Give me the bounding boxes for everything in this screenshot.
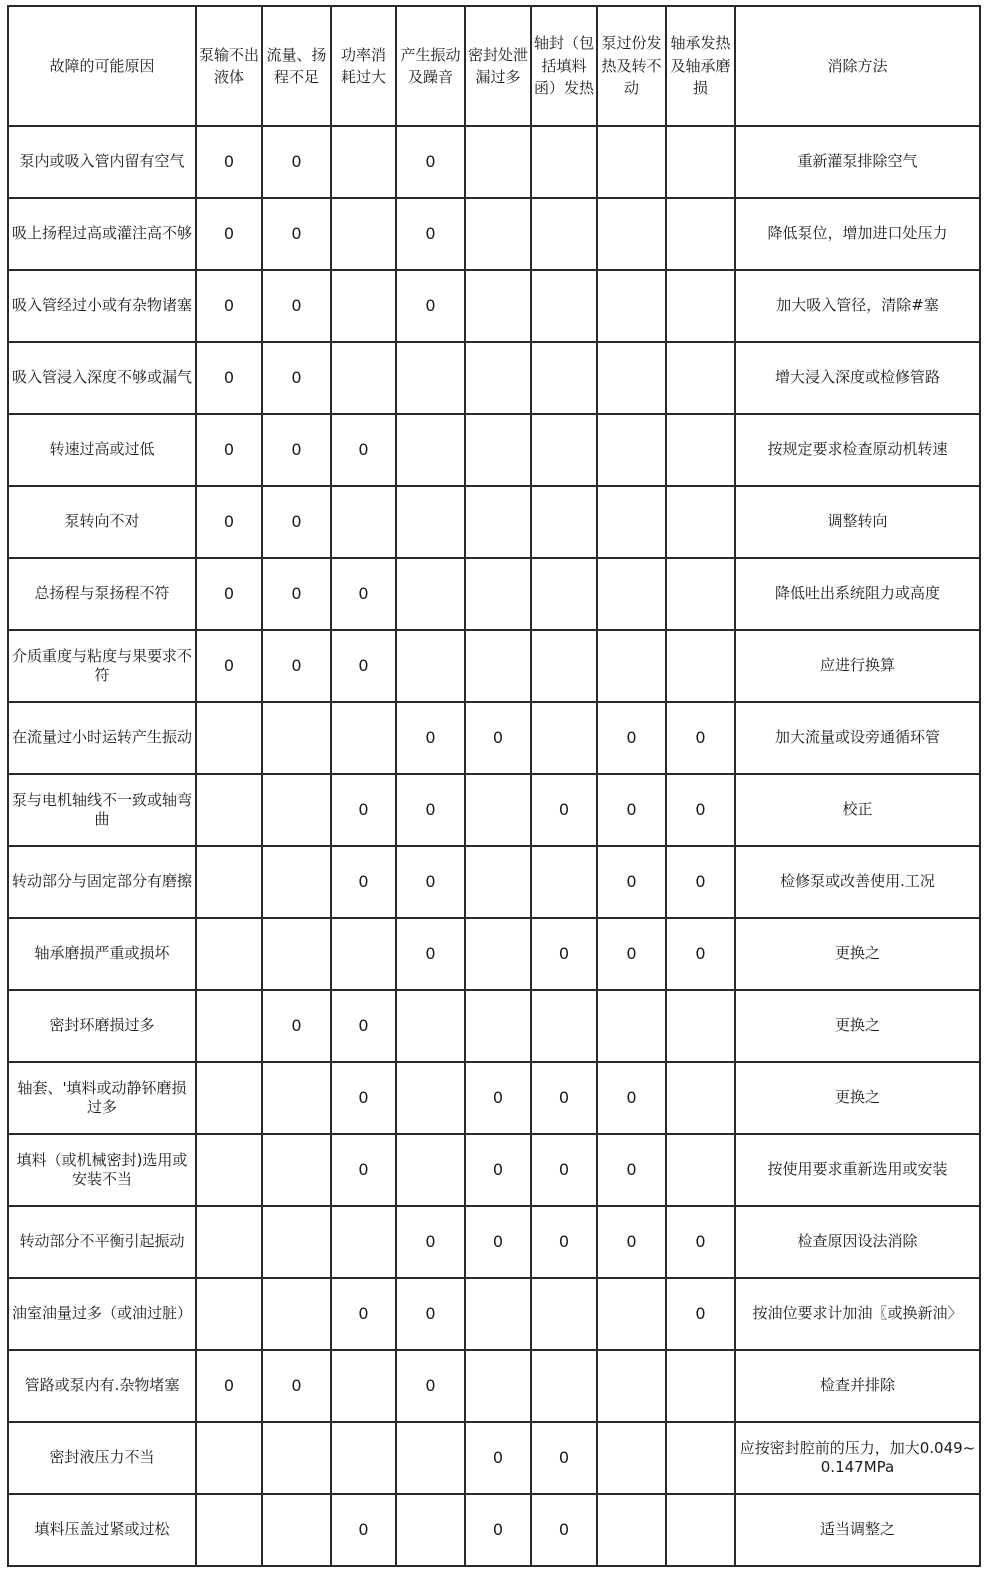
header-seal-leak: 密封处泄漏过多: [465, 6, 531, 126]
symptom-mark-cell: [465, 990, 531, 1062]
symptom-mark-cell: 0: [262, 990, 331, 1062]
symptom-mark-cell: [396, 630, 465, 702]
symptom-mark-cell: [465, 774, 531, 846]
remedy-cell: 按使用要求重新选用或安装: [735, 1134, 980, 1206]
symptom-mark-cell: [465, 126, 531, 198]
symptom-mark-cell: 0: [196, 126, 262, 198]
symptom-mark-cell: 0: [531, 1206, 597, 1278]
symptom-mark-cell: [666, 198, 735, 270]
table-row: [8, 558, 980, 630]
remedy-cell: 应按密封腔前的压力，加大0.049~0.147MPa: [735, 1422, 980, 1494]
symptom-mark-cell: 0: [531, 1494, 597, 1566]
symptom-mark-cell: 0: [465, 702, 531, 774]
symptom-mark-cell: [331, 126, 396, 198]
symptom-mark-cell: 0: [666, 1206, 735, 1278]
table-row: [8, 1062, 980, 1134]
table-row: [8, 846, 980, 918]
symptom-mark-cell: 0: [196, 630, 262, 702]
symptom-mark-cell: [262, 1206, 331, 1278]
header-pump-overheat: 泵过份发热及转不动: [597, 6, 666, 126]
remedy-cell: 应进行换算: [735, 630, 980, 702]
remedy-cell: 调整转向: [735, 486, 980, 558]
symptom-mark-cell: [196, 846, 262, 918]
symptom-mark-cell: [597, 1350, 666, 1422]
symptom-mark-cell: 0: [465, 1062, 531, 1134]
table-row: [8, 630, 980, 702]
symptom-mark-cell: [396, 1134, 465, 1206]
remedy-cell: 按油位要求计加油〖或换新油〉: [735, 1278, 980, 1350]
remedy-cell: 增大浸入深度或检修管路: [735, 342, 980, 414]
remedy-cell: 加大吸入管径，清除#塞: [735, 270, 980, 342]
symptom-mark-cell: [666, 990, 735, 1062]
symptom-mark-cell: [597, 342, 666, 414]
symptom-mark-cell: [262, 846, 331, 918]
symptom-mark-cell: [531, 558, 597, 630]
symptom-mark-cell: [597, 1494, 666, 1566]
header-bearing-heat: 轴承发热及轴承磨损: [666, 6, 735, 126]
table-row: [8, 342, 980, 414]
symptom-mark-cell: 0: [597, 1134, 666, 1206]
symptom-mark-cell: [396, 990, 465, 1062]
symptom-mark-cell: 0: [196, 558, 262, 630]
symptom-mark-cell: [331, 1206, 396, 1278]
table-row: [8, 918, 980, 990]
symptom-mark-cell: 0: [531, 774, 597, 846]
symptom-mark-cell: 0: [396, 1350, 465, 1422]
remedy-cell: 更换之: [735, 1062, 980, 1134]
symptom-mark-cell: 0: [396, 198, 465, 270]
symptom-mark-cell: [597, 1278, 666, 1350]
remedy-cell: 更换之: [735, 990, 980, 1062]
symptom-mark-cell: [331, 918, 396, 990]
symptom-mark-cell: [196, 1062, 262, 1134]
symptom-mark-cell: [597, 414, 666, 486]
cause-cell: 管路或泵内有.杂物堵塞: [8, 1350, 196, 1422]
symptom-mark-cell: 0: [531, 1062, 597, 1134]
symptom-mark-cell: [331, 342, 396, 414]
symptom-mark-cell: [262, 1062, 331, 1134]
symptom-mark-cell: 0: [331, 414, 396, 486]
cause-cell: 介质重度与粘度与果要求不符: [8, 630, 196, 702]
symptom-mark-cell: 0: [262, 486, 331, 558]
symptom-mark-cell: 0: [531, 1422, 597, 1494]
symptom-mark-cell: [331, 270, 396, 342]
symptom-mark-cell: 0: [196, 342, 262, 414]
symptom-mark-cell: [597, 558, 666, 630]
remedy-cell: 按规定要求检查原动机转速: [735, 414, 980, 486]
remedy-cell: 检修泵或改善使用.工况: [735, 846, 980, 918]
pump-fault-table: [7, 5, 981, 1567]
symptom-mark-cell: 0: [597, 1206, 666, 1278]
symptom-mark-cell: 0: [666, 1278, 735, 1350]
symptom-mark-cell: 0: [262, 414, 331, 486]
symptom-mark-cell: [465, 414, 531, 486]
symptom-mark-cell: [196, 1494, 262, 1566]
symptom-mark-cell: 0: [597, 702, 666, 774]
remedy-cell: 加大流量或设旁通循环管: [735, 702, 980, 774]
symptom-mark-cell: 0: [262, 126, 331, 198]
remedy-cell: 检查并排除: [735, 1350, 980, 1422]
symptom-mark-cell: [396, 342, 465, 414]
header-no-liquid: 泵输不出液体: [196, 6, 262, 126]
symptom-mark-cell: [262, 702, 331, 774]
symptom-mark-cell: 0: [597, 846, 666, 918]
symptom-mark-cell: [666, 1422, 735, 1494]
symptom-mark-cell: 0: [531, 918, 597, 990]
table-body: [8, 126, 980, 1566]
cause-cell: 总扬程与泵扬程不符: [8, 558, 196, 630]
symptom-mark-cell: 0: [262, 198, 331, 270]
symptom-mark-cell: [666, 1494, 735, 1566]
symptom-mark-cell: 0: [262, 630, 331, 702]
remedy-cell: 重新灌泵排除空气: [735, 126, 980, 198]
symptom-mark-cell: 0: [331, 1134, 396, 1206]
header-row: [8, 6, 980, 126]
cause-cell: 轴承磨损严重或损坏: [8, 918, 196, 990]
symptom-mark-cell: [262, 774, 331, 846]
remedy-cell: 更换之: [735, 918, 980, 990]
symptom-mark-cell: [396, 558, 465, 630]
symptom-mark-cell: [531, 702, 597, 774]
table-row: [8, 486, 980, 558]
symptom-mark-cell: [597, 630, 666, 702]
symptom-mark-cell: [196, 1206, 262, 1278]
symptom-mark-cell: [196, 1422, 262, 1494]
symptom-mark-cell: [666, 414, 735, 486]
remedy-cell: 适当调整之: [735, 1494, 980, 1566]
symptom-mark-cell: [465, 1278, 531, 1350]
symptom-mark-cell: [531, 846, 597, 918]
symptom-mark-cell: [465, 198, 531, 270]
symptom-mark-cell: [531, 342, 597, 414]
symptom-mark-cell: 0: [262, 342, 331, 414]
symptom-mark-cell: 0: [262, 270, 331, 342]
symptom-mark-cell: [465, 486, 531, 558]
symptom-mark-cell: [465, 558, 531, 630]
symptom-mark-cell: [666, 342, 735, 414]
symptom-mark-cell: 0: [262, 558, 331, 630]
symptom-mark-cell: 0: [196, 270, 262, 342]
symptom-mark-cell: [196, 918, 262, 990]
symptom-mark-cell: 0: [465, 1206, 531, 1278]
symptom-mark-cell: [396, 486, 465, 558]
symptom-mark-cell: 0: [196, 486, 262, 558]
symptom-mark-cell: [396, 1062, 465, 1134]
remedy-cell: 降低吐出系统阻力或高度: [735, 558, 980, 630]
symptom-mark-cell: [396, 414, 465, 486]
symptom-mark-cell: [331, 702, 396, 774]
cause-cell: 密封液压力不当: [8, 1422, 196, 1494]
cause-cell: 吸入管经过小或有杂物诸塞: [8, 270, 196, 342]
symptom-mark-cell: [262, 1278, 331, 1350]
cause-cell: 泵与电机轴线不一致或轴弯曲: [8, 774, 196, 846]
cause-cell: 在流量过小时运转产生振动: [8, 702, 196, 774]
symptom-mark-cell: 0: [666, 918, 735, 990]
symptom-mark-cell: 0: [396, 702, 465, 774]
symptom-mark-cell: [666, 1134, 735, 1206]
symptom-mark-cell: [196, 702, 262, 774]
symptom-mark-cell: [331, 486, 396, 558]
symptom-mark-cell: [597, 126, 666, 198]
symptom-mark-cell: 0: [465, 1494, 531, 1566]
header-high-power: 功率消耗过大: [331, 6, 396, 126]
symptom-mark-cell: 0: [396, 270, 465, 342]
symptom-mark-cell: 0: [666, 702, 735, 774]
table-row: [8, 1494, 980, 1566]
symptom-mark-cell: 0: [597, 774, 666, 846]
symptom-mark-cell: 0: [331, 558, 396, 630]
symptom-mark-cell: [531, 414, 597, 486]
cause-cell: 密封环磨损过多: [8, 990, 196, 1062]
symptom-mark-cell: [597, 486, 666, 558]
cause-cell: 油室油量过多（或油过脏）: [8, 1278, 196, 1350]
cause-cell: 轴套、'填料或动静钚磨损过多: [8, 1062, 196, 1134]
symptom-mark-cell: 0: [396, 126, 465, 198]
symptom-mark-cell: [396, 1422, 465, 1494]
table-row: [8, 1278, 980, 1350]
symptom-mark-cell: [196, 774, 262, 846]
cause-cell: 转动部分不平衡引起振动: [8, 1206, 196, 1278]
symptom-mark-cell: [196, 1278, 262, 1350]
symptom-mark-cell: 0: [331, 630, 396, 702]
cause-cell: 吸入管浸入深度不够或漏气: [8, 342, 196, 414]
symptom-mark-cell: 0: [666, 846, 735, 918]
table-row: [8, 1350, 980, 1422]
symptom-mark-cell: [531, 630, 597, 702]
symptom-mark-cell: [331, 1422, 396, 1494]
symptom-mark-cell: [465, 342, 531, 414]
symptom-mark-cell: [331, 1350, 396, 1422]
symptom-mark-cell: 0: [396, 1206, 465, 1278]
symptom-mark-cell: 0: [196, 1350, 262, 1422]
cause-cell: 泵转向不对: [8, 486, 196, 558]
symptom-mark-cell: [531, 270, 597, 342]
symptom-mark-cell: 0: [396, 774, 465, 846]
symptom-mark-cell: 0: [196, 414, 262, 486]
symptom-mark-cell: [666, 1062, 735, 1134]
symptom-mark-cell: [262, 1422, 331, 1494]
symptom-mark-cell: [465, 630, 531, 702]
remedy-cell: 降低泵位，增加进口处压力: [735, 198, 980, 270]
table-row: [8, 1422, 980, 1494]
symptom-mark-cell: 0: [465, 1422, 531, 1494]
cause-cell: 吸上扬程过高或灌注高不够: [8, 198, 196, 270]
symptom-mark-cell: 0: [597, 918, 666, 990]
table-row: [8, 1134, 980, 1206]
header-cause: 故障的可能原因: [8, 6, 196, 126]
symptom-mark-cell: 0: [196, 198, 262, 270]
symptom-mark-cell: 0: [666, 774, 735, 846]
table-row: [8, 702, 980, 774]
symptom-mark-cell: [531, 198, 597, 270]
symptom-mark-cell: 0: [331, 846, 396, 918]
table-row: [8, 774, 980, 846]
symptom-mark-cell: 0: [396, 1278, 465, 1350]
symptom-mark-cell: [666, 630, 735, 702]
symptom-mark-cell: [666, 126, 735, 198]
symptom-mark-cell: [666, 558, 735, 630]
symptom-mark-cell: [597, 270, 666, 342]
table-row: [8, 270, 980, 342]
symptom-mark-cell: [666, 1350, 735, 1422]
table-row: [8, 990, 980, 1062]
symptom-mark-cell: 0: [396, 846, 465, 918]
symptom-mark-cell: [262, 1134, 331, 1206]
table-row: [8, 126, 980, 198]
symptom-mark-cell: [396, 1494, 465, 1566]
symptom-mark-cell: 0: [331, 1278, 396, 1350]
remedy-cell: 校正: [735, 774, 980, 846]
remedy-cell: 检查原因设法消除: [735, 1206, 980, 1278]
symptom-mark-cell: [597, 198, 666, 270]
cause-cell: 泵内或吸入管内留有空气: [8, 126, 196, 198]
symptom-mark-cell: [531, 990, 597, 1062]
symptom-mark-cell: [262, 918, 331, 990]
symptom-mark-cell: [262, 1494, 331, 1566]
table-row: [8, 414, 980, 486]
symptom-mark-cell: [666, 270, 735, 342]
header-remedy: 消除方法: [735, 6, 980, 126]
symptom-mark-cell: [331, 198, 396, 270]
symptom-mark-cell: 0: [331, 990, 396, 1062]
cause-cell: 转速过高或过低: [8, 414, 196, 486]
table-row: [8, 198, 980, 270]
symptom-mark-cell: [196, 1134, 262, 1206]
symptom-mark-cell: [465, 846, 531, 918]
symptom-mark-cell: [531, 486, 597, 558]
symptom-mark-cell: 0: [597, 1062, 666, 1134]
symptom-mark-cell: 0: [262, 1350, 331, 1422]
symptom-mark-cell: 0: [331, 774, 396, 846]
symptom-mark-cell: [465, 1350, 531, 1422]
symptom-mark-cell: 0: [396, 918, 465, 990]
symptom-mark-cell: [196, 990, 262, 1062]
header-low-flow: 流量、扬程不足: [262, 6, 331, 126]
table-row: [8, 1206, 980, 1278]
table-wrapper: [7, 5, 981, 1567]
header-shaft-seal-heat: 轴封（包括填料函）发热: [531, 6, 597, 126]
symptom-mark-cell: 0: [331, 1062, 396, 1134]
symptom-mark-cell: [597, 1422, 666, 1494]
cause-cell: 填料压盖过紧或过松: [8, 1494, 196, 1566]
symptom-mark-cell: [465, 270, 531, 342]
header-vibration-noise: 产生振动及躁音: [396, 6, 465, 126]
symptom-mark-cell: [597, 990, 666, 1062]
cause-cell: 填料（或机械密封)选用或安装不当: [8, 1134, 196, 1206]
symptom-mark-cell: 0: [331, 1494, 396, 1566]
cause-cell: 转动部分与固定部分有磨擦: [8, 846, 196, 918]
symptom-mark-cell: 0: [531, 1134, 597, 1206]
symptom-mark-cell: [531, 1278, 597, 1350]
symptom-mark-cell: [666, 486, 735, 558]
symptom-mark-cell: 0: [465, 1134, 531, 1206]
symptom-mark-cell: [531, 126, 597, 198]
symptom-mark-cell: [531, 1350, 597, 1422]
symptom-mark-cell: [465, 918, 531, 990]
